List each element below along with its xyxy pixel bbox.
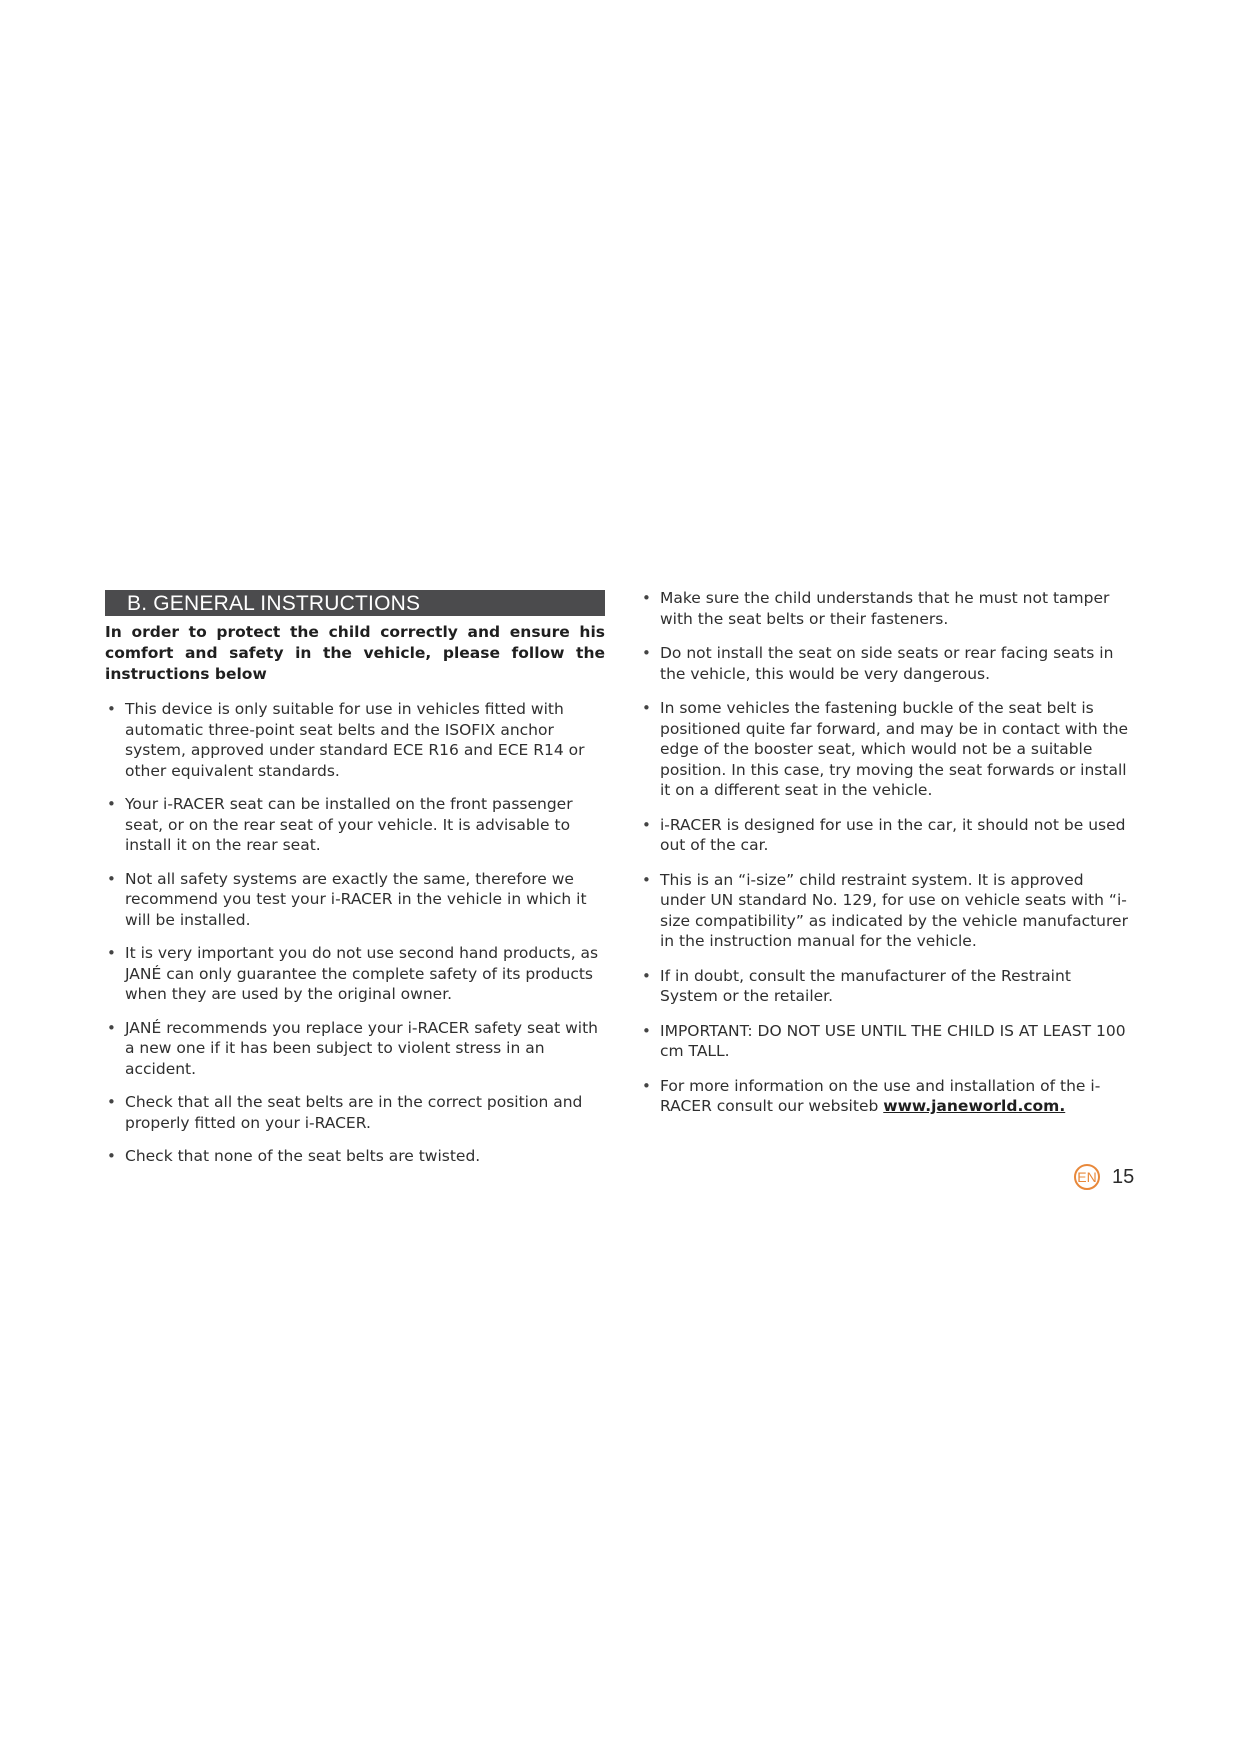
bullet-icon: • — [642, 815, 651, 834]
bullet-icon: • — [107, 1018, 116, 1037]
list-item: • Not all safety systems are exactly the same, therefore we recommend you test your i-RACER in the vehicle in which it will be installed. — [107, 869, 587, 929]
bullet-icon: • — [107, 944, 116, 962]
bullet-icon: • — [642, 699, 651, 717]
list-item: • Your i-RACER seat can be installed on the front passenger seat, or on the rear seat of your vehicle. It is advisable to install it on the rear seat. — [107, 795, 573, 854]
list-item: • Do not install the seat on side seats or rear facing seats in the vehicle, this would be very dangerous. — [642, 644, 1114, 683]
bullet-icon: • — [107, 869, 116, 888]
list-item: • It is very important you do not use second hand products, as JANÉ can only guarantee the complete safety of its products when they are used by the original owner. — [107, 944, 599, 1003]
website-link[interactable]: www.janeworld.com. — [883, 1097, 1066, 1115]
list-item: • IMPORTANT: DO NOT USE UNTIL THE CHILD IS AT LEAST 100 cm TALL. — [642, 1021, 1126, 1060]
right-column — [640, 588, 1130, 1131]
website-text: For more information on the use and installation of the i-RACER consult our websiteb — [660, 1076, 1101, 1115]
language-badge: EN — [1074, 1164, 1100, 1190]
list-item — [640, 1076, 1130, 1117]
bullet-icon: • — [642, 1021, 651, 1040]
bullet-icon: • — [107, 700, 116, 718]
bullet-icon: • — [642, 870, 651, 889]
left-bullet-list — [105, 699, 605, 1167]
list-item: • Check that none of the seat belts are twisted. — [107, 1147, 481, 1165]
page-footer — [1074, 1162, 1134, 1192]
intro-text: In order to protect the child correctly and ensure his comfort and safety in the vehicle, please follow the instructions below — [105, 623, 605, 683]
bullet-icon: • — [642, 644, 651, 662]
bullet-icon: • — [107, 1147, 116, 1165]
list-item: • This device is only suitable for use in vehicles fitted with automatic three-point seat belts and the ISOFIX anchor system, approved under standard ECE R16 and ECE R14 or other equivalent standards. — [107, 700, 585, 780]
bullet-icon: • — [642, 589, 651, 607]
list-item: • i-RACER is designed for use in the car, it should not be used out of the car. — [642, 815, 1126, 854]
list-item: • JANÉ recommends you replace your i-RACER safety seat with a new one if it has been subject to violent stress in an accident. — [107, 1018, 598, 1078]
list-item: • Make sure the child understands that he must not tamper with the seat belts or their fasteners. — [642, 589, 1110, 628]
list-item: • This is an “i-size” child restraint system. It is approved under UN standard No. 129, for use on vehicle seats with “i-size compatibility” as indicated by the vehicle manufacturer in the instruction manual for the vehicle. — [642, 870, 1128, 950]
bullet-icon: • — [107, 795, 116, 813]
list-item: • If in doubt, consult the manufacturer of the Restraint System or the retailer. — [642, 966, 1071, 1005]
section-header: B. GENERAL INSTRUCTIONS — [105, 590, 605, 616]
list-item: • Check that all the seat belts are in the correct position and properly fitted on your i-RACER. — [107, 1093, 583, 1132]
page-number: 15 — [1112, 1165, 1135, 1188]
list-item: • In some vehicles the fastening buckle of the seat belt is positioned quite far forward, and may be in contact with the edge of the booster seat, which would not be a suitable position. In this case, try moving the seat forwards or install it on a different seat in the vehicle. — [642, 699, 1129, 799]
bullet-icon: • — [642, 1076, 651, 1095]
bullet-icon: • — [107, 1093, 116, 1111]
bullet-icon: • — [642, 966, 651, 985]
left-column — [105, 590, 605, 1180]
right-bullet-list — [640, 588, 1130, 1117]
